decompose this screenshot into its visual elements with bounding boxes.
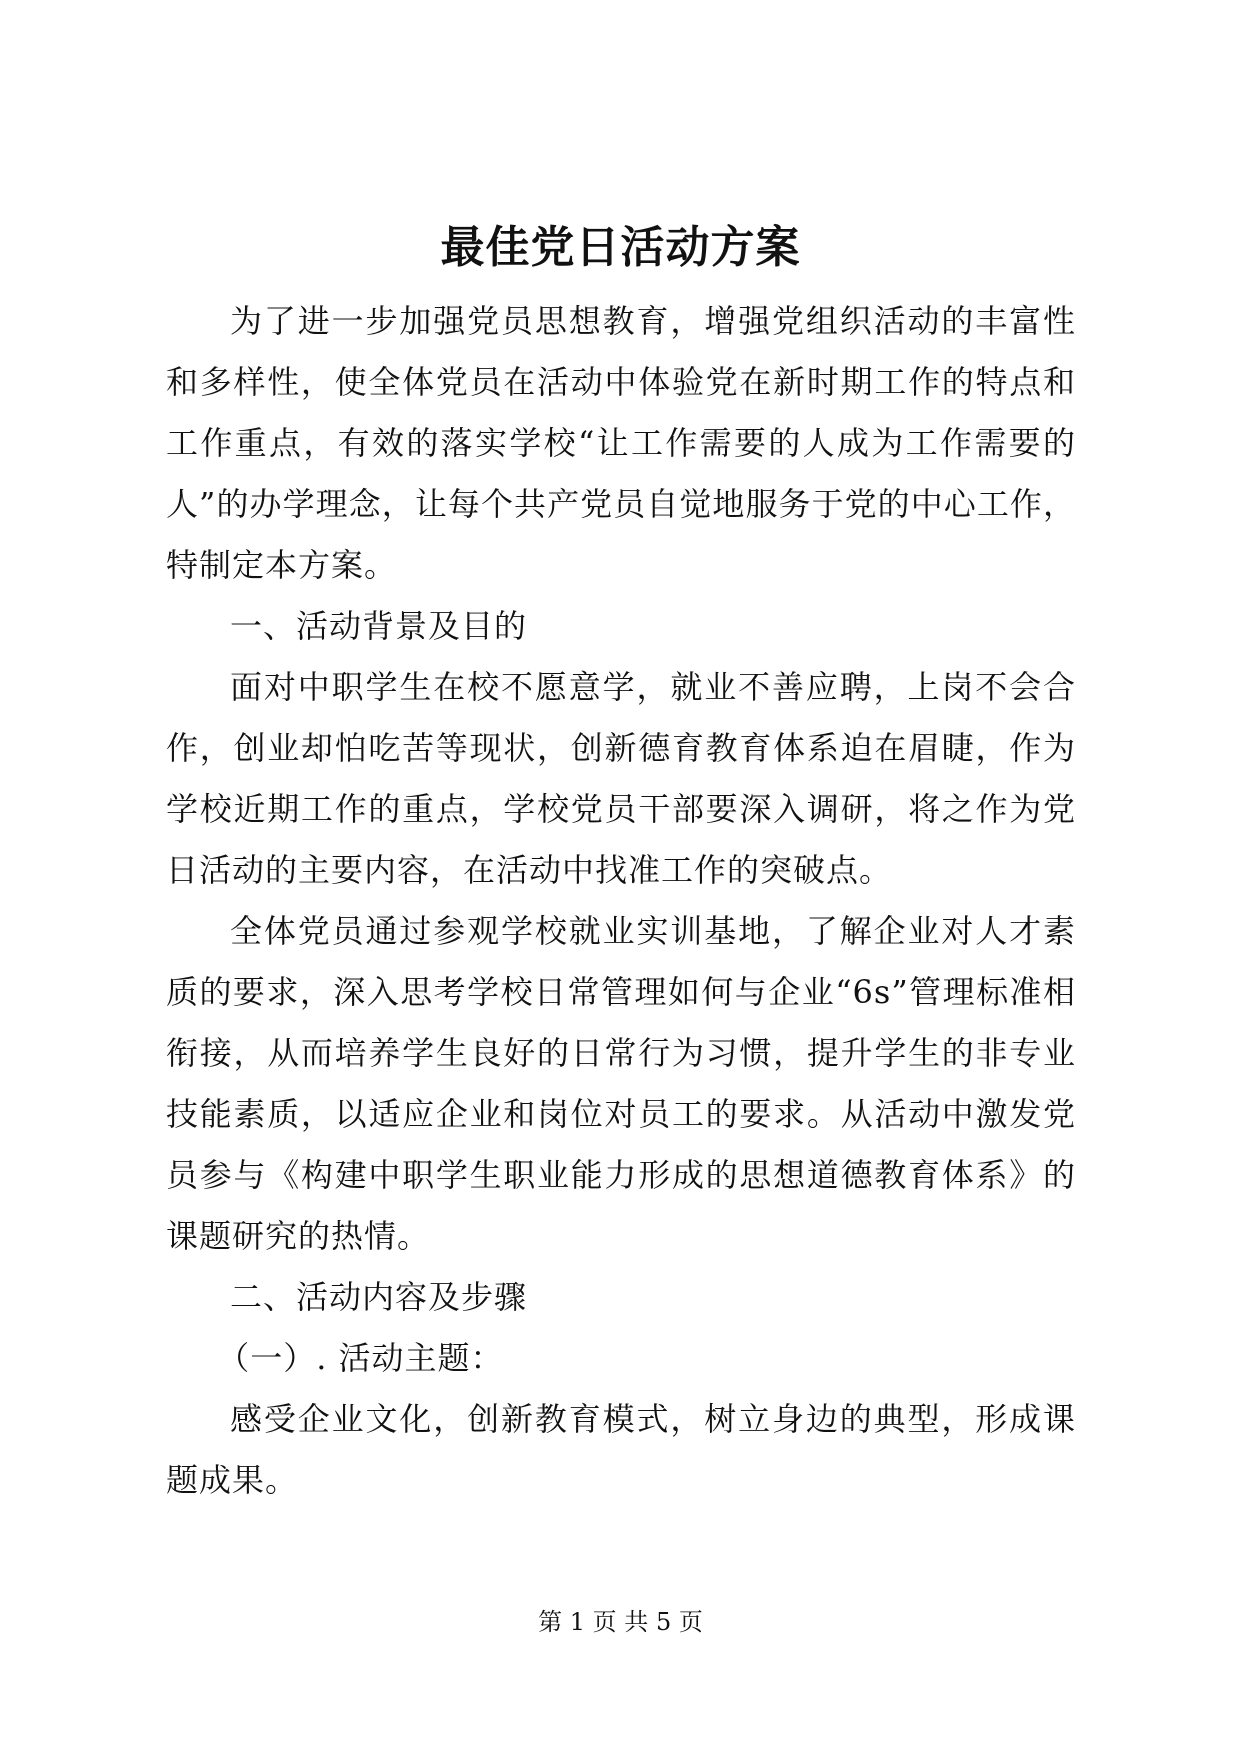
paragraph-background: 面对中职学生在校不愿意学，就业不善应聘，上岗不会合作，创业却怕吃苦等现状，创新德育教育体系迫在眉睫，作为学校近期工作的重点，学校党员干部要深入调研，将之作为党日活动的主要内容，在活动中找准工作的突破点。 bbox=[166, 668, 1076, 889]
subsection-heading-theme: （一）. 活动主题： bbox=[217, 1339, 504, 1377]
paragraph-purpose: 全体党员通过参观学校就业实训基地，了解企业对人才素质的要求，深入思考学校日常管理如何与企业“6s”管理标准相衔接，从而培养学生良好的日常行为习惯，提升学生的非专业技能素质，以适应企业和岗位对员工的要求。从活动中激发党员参与《构建中职学生职业能力形成的思想道德教育体系》的课题研究的热情。 bbox=[166, 912, 1076, 1255]
section-heading-2: 二、活动内容及步骤 bbox=[230, 1278, 528, 1316]
section-heading-1: 一、活动背景及目的 bbox=[230, 607, 528, 645]
document-body bbox=[166, 291, 1076, 1511]
document-title: 最佳党日活动方案 bbox=[440, 222, 801, 273]
page-footer: 第 1 页 共 5 页 bbox=[538, 1608, 703, 1636]
paragraph-intro: 为了进一步加强党员思想教育，增强党组织活动的丰富性和多样性，使全体党员在活动中体验党在新时期工作的特点和工作重点，有效的落实学校“让工作需要的人成为工作需要的人”的办学理念，让每个共产党员自觉地服务于党的中心工作，特制定本方案。 bbox=[166, 302, 1076, 584]
paragraph-theme: 感受企业文化，创新教育模式，树立身边的典型，形成课题成果。 bbox=[166, 1400, 1076, 1499]
